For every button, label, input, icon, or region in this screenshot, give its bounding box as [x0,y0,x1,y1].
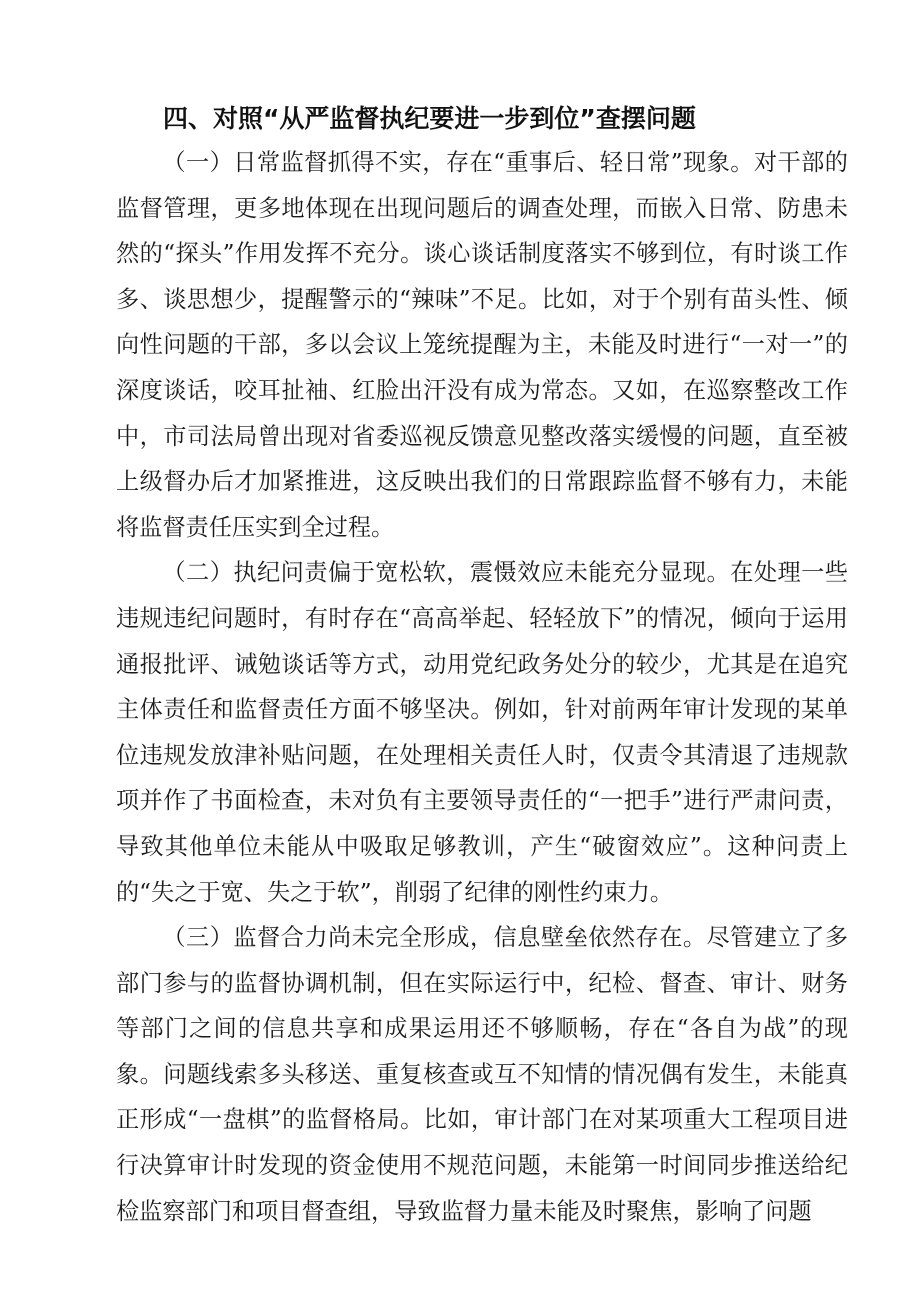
section-heading: 四、对照“从严监督执纪要进一步到位”查摆问题 [163,104,696,133]
body-text [116,140,848,1234]
paragraph-2: （二）执纪问责偏于宽松软，震慑效应未能充分显现。在处理一些违规违纪问题时，有时存在“高高举起、轻轻放下”的情况，倾向于运用通报批评、诫勉谈话等方式，动用党纪政务处分的较少，尤其是在追究主体责任和监督责任方面不够坚决。例如，针对前两年审计发现的某单位违规发放津补贴问题，在处理相关责任人时，仅责令其清退了违规款项并作了书面检查，未对负有主要领导责任的“一把手”进行严肃问责，导致其他单位未能从中吸取足够教训，产生“破窗效应”。这种问责上的“失之于宽、失之于软”，削弱了纪律的刚性约束力。 [116,559,848,906]
paragraph-3: （三）监督合力尚未完全形成，信息壁垒依然存在。尽管建立了多部门参与的监督协调机制，但在实际运行中，纪检、督查、审计、财务等部门之间的信息共享和成果运用还不够顺畅，存在“各自为战”的现象。问题线索多头移送、重复核查或互不知情的情况偶有发生，未能真正形成“一盘棋”的监督格局。比如，审计部门在对某项重大工程项目进行决算审计时发现的资金使用不规范问题，未能第一时间同步推送给纪检监察部门和项目督查组，导致监督力量未能及时聚焦，影响了问题 [116,924,848,1225]
paragraph-1: （一）日常监督抓得不实，存在“重事后、轻日常”现象。对干部的监督管理，更多地体现在出现问题后的调查处理，而嵌入日常、防患未然的“探头”作用发挥不充分。谈心谈话制度落实不够到位，有时谈工作多、谈思想少，提醒警示的“辣味”不足。比如，对于个别有苗头性、倾向性问题的干部，多以会议上笼统提醒为主，未能及时进行“一对一”的深度谈话，咬耳扯袖、红脸出汗没有成为常态。又如，在巡察整改工作中，市司法局曾出现对省委巡视反馈意见整改落实缓慢的问题，直至被上级督办后才加紧推进，这反映出我们的日常跟踪监督不够有力，未能将监督责任压实到全过程。 [116,149,848,541]
